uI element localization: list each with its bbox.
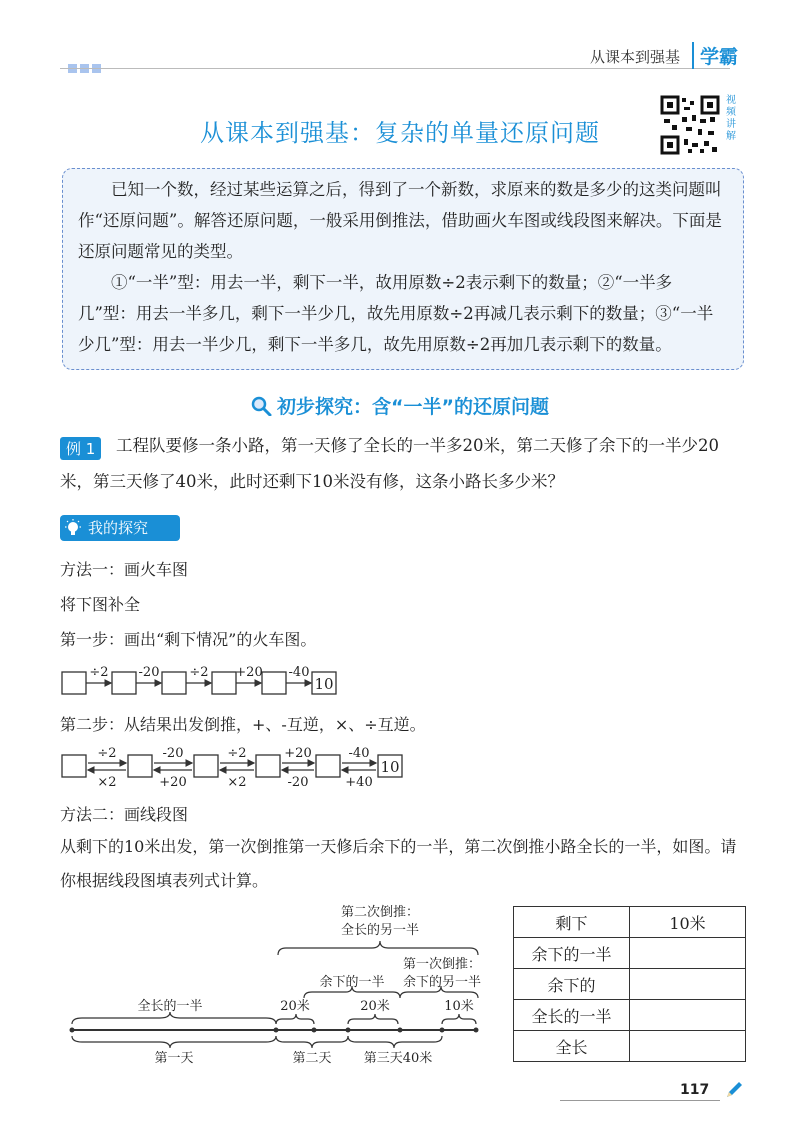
example-text: 工程队要修一条小路，第一天修了全长的一半多20米，第二天修了余下的一半少20米，第三天修了40米，此时还剩下10米没有修，这条小路长多少米？ bbox=[60, 436, 719, 491]
table-cell-value[interactable]: 10米 bbox=[630, 907, 746, 938]
label-day2: 第二天 bbox=[292, 1051, 332, 1066]
label-remain-half: 余下的一半 bbox=[319, 975, 385, 990]
label-remain-other-half: 余下的另一半 bbox=[402, 975, 482, 990]
qr-code-icon[interactable] bbox=[660, 95, 720, 155]
footer-rule bbox=[560, 1100, 720, 1101]
step1-label: 第一步：画出“剩下情况”的火车图。 bbox=[60, 630, 317, 649]
train2-backward-op: +40 bbox=[345, 775, 373, 790]
brace-other-half bbox=[278, 941, 478, 955]
method1-label: 方法一：画火车图 bbox=[60, 560, 189, 579]
page-number: 117 bbox=[680, 1082, 710, 1098]
table-cell-label: 余下的 bbox=[514, 969, 630, 1000]
brace-day3 bbox=[348, 1036, 442, 1048]
label-second-back: 第二次倒推： bbox=[340, 905, 420, 920]
complete-label: 将下图补全 bbox=[60, 595, 141, 614]
intro-paragraph-1: 已知一个数，经过某些运算之后，得到了一个新数，求原来的数是多少的这类问题叫作“还原问题”。解答还原问题，一般采用倒推法，借助画火车图或线段图来解决。下面是还原问题常见的类型。 bbox=[78, 180, 722, 261]
train2-backward-op: ×2 bbox=[227, 775, 247, 790]
table-row bbox=[514, 969, 746, 1000]
example-tag: 例 1 bbox=[60, 437, 101, 460]
my-explore-label: 我的探究 bbox=[60, 515, 180, 541]
segment-point bbox=[346, 1028, 351, 1033]
train2-forward-op: ÷2 bbox=[97, 746, 117, 761]
train2-forward-op: +20 bbox=[284, 746, 312, 761]
train1-box bbox=[62, 672, 86, 694]
label-full-half: 全长的一半 bbox=[137, 999, 203, 1014]
segment-point bbox=[398, 1028, 403, 1033]
table-row bbox=[514, 1031, 746, 1062]
pencil-icon bbox=[724, 1080, 744, 1100]
table-cell-label: 全长的一半 bbox=[514, 1000, 630, 1031]
table-cell-label: 余下的一半 bbox=[514, 938, 630, 969]
train2-result: 10 bbox=[380, 758, 400, 776]
train2-forward-op: -40 bbox=[348, 746, 370, 761]
table-row bbox=[514, 907, 746, 938]
answer-table bbox=[513, 906, 746, 1062]
segment-point bbox=[474, 1028, 479, 1033]
table-cell-value[interactable] bbox=[630, 1031, 746, 1062]
header-rule bbox=[60, 68, 730, 69]
train1-box bbox=[162, 672, 186, 694]
train1-op: +20 bbox=[235, 665, 263, 680]
label-day3: 第三天40米 bbox=[363, 1051, 433, 1066]
train2-box bbox=[256, 755, 280, 777]
table-cell-value[interactable] bbox=[630, 1000, 746, 1031]
train1-box bbox=[112, 672, 136, 694]
header-brand: 学霸 bbox=[692, 42, 738, 69]
table-cell-label: 剩下 bbox=[514, 907, 630, 938]
label-first-back: 第一次倒推： bbox=[402, 957, 482, 972]
train1-box bbox=[262, 672, 286, 694]
label-20m-a: 20米 bbox=[280, 999, 310, 1014]
table-cell-label: 全长 bbox=[514, 1031, 630, 1062]
table-row bbox=[514, 938, 746, 969]
brace-20m-b bbox=[348, 1014, 398, 1024]
segment-point bbox=[440, 1028, 445, 1033]
brace-20m-a bbox=[276, 1014, 314, 1024]
train-diagram-2 bbox=[58, 742, 408, 792]
table-cell-value[interactable] bbox=[630, 969, 746, 1000]
segment-point bbox=[312, 1028, 317, 1033]
train2-forward-op: ÷2 bbox=[227, 746, 247, 761]
section-heading bbox=[0, 392, 800, 419]
train2-backward-op: ×2 bbox=[97, 775, 117, 790]
train-diagram-1 bbox=[58, 660, 348, 700]
segment-point bbox=[274, 1028, 279, 1033]
train1-op: -20 bbox=[138, 665, 160, 680]
brace-day1 bbox=[72, 1036, 276, 1048]
header-section: 从课本到强基 bbox=[589, 48, 680, 66]
train2-box bbox=[194, 755, 218, 777]
intro-paragraph-2: ①“一半”型：用去一半，剩下一半，故用原数÷2表示剩下的数量；②“一半多几”型：用去一半多几，剩下一半少几，故先用原数÷2再减几表示剩下的数量；③“一半少几”型：用去一半少几，剩下一半多几，故先用原数÷2再加几表示剩下的数量。 bbox=[78, 273, 714, 354]
train2-backward-op: -20 bbox=[287, 775, 309, 790]
train1-op: ÷2 bbox=[89, 665, 109, 680]
brace-day2 bbox=[276, 1036, 348, 1048]
train2-backward-op: +20 bbox=[159, 775, 187, 790]
method2-label: 方法二：画线段图 bbox=[60, 805, 189, 824]
lightbulb-icon bbox=[64, 519, 82, 537]
train2-box bbox=[128, 755, 152, 777]
train2-box bbox=[62, 755, 86, 777]
train1-op: ÷2 bbox=[189, 665, 209, 680]
magnifier-icon bbox=[251, 396, 273, 416]
label-day1: 第一天 bbox=[154, 1051, 194, 1066]
table-row bbox=[514, 1000, 746, 1031]
train2-forward-op: -20 bbox=[162, 746, 184, 761]
train1-result: 10 bbox=[314, 675, 334, 693]
label-10m: 10米 bbox=[444, 999, 474, 1014]
intro-text bbox=[78, 174, 728, 360]
train2-box bbox=[316, 755, 340, 777]
brace-10m bbox=[442, 1014, 476, 1024]
page-title: 从课本到强基：复杂的单量还原问题 bbox=[200, 119, 600, 147]
qr-caption: 视频讲解 bbox=[726, 95, 736, 142]
section-title: 初步探究：含“一半”的还原问题 bbox=[277, 396, 549, 418]
label-20m-b: 20米 bbox=[360, 999, 390, 1014]
train1-op: -40 bbox=[288, 665, 310, 680]
table-cell-value[interactable] bbox=[630, 938, 746, 969]
step2-label: 第二步：从结果出发倒推，+、-互逆，×、÷互逆。 bbox=[60, 715, 426, 734]
train1-box bbox=[212, 672, 236, 694]
segment-point bbox=[70, 1028, 75, 1033]
label-full-other-half: 全长的另一半 bbox=[340, 923, 420, 938]
method2-text: 从剩下的10米出发，第一次倒推第一天修后余下的一半，第二次倒推小路全长的一半，如图。请你根据线段图填表列式计算。 bbox=[60, 837, 737, 890]
segment-diagram bbox=[60, 900, 500, 1075]
